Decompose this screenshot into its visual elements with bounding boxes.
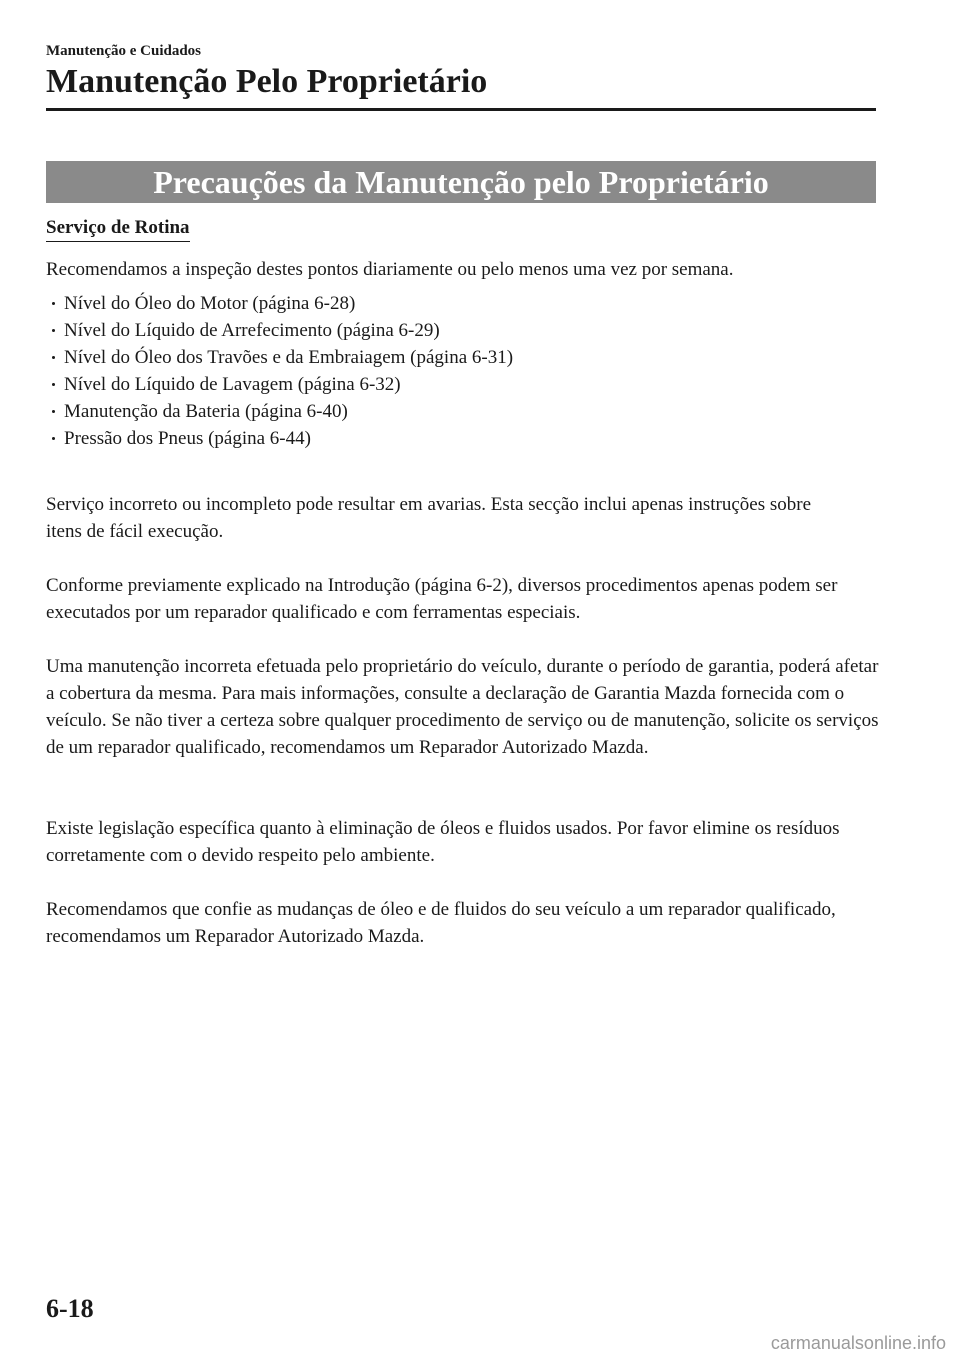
page-number: 6-18 bbox=[46, 1294, 94, 1323]
subheading-routine-service: Serviço de Rotina bbox=[46, 216, 190, 242]
title-divider bbox=[46, 108, 876, 111]
paragraph-incorrect-service: Serviço incorreto ou incompleto pode resultar em avarias. Esta secção inclui apenas instruções sobre itens de fácil execução. bbox=[46, 494, 812, 542]
paragraph-fluid-changes: Recomendamos que confie as mudanças de óleo e de fluidos do seu veículo a um reparador qualificado, recomendamos um Reparador Autorizado Mazda. bbox=[46, 899, 836, 947]
bullet-icon bbox=[52, 410, 55, 413]
chapter-label: Manutenção e Cuidados bbox=[46, 43, 202, 59]
checklist-item: Manutenção da Bateria (página 6-40) bbox=[46, 398, 866, 425]
paragraph-qualified-repairer: Conforme previamente explicado na Introdução (página 6-2), diversos procedimentos apenas podem ser executados por um reparador qualificado e com ferramentas especiais. bbox=[46, 575, 838, 623]
bullet-icon bbox=[52, 329, 55, 332]
bullet-icon bbox=[52, 383, 55, 386]
paragraph-disposal: Existe legislação específica quanto à eliminação de óleos e fluidos usados. Por favor elimine os resíduos corretamente com o devido respeito pelo ambiente. bbox=[46, 818, 840, 866]
checklist-item: Pressão dos Pneus (página 6-44) bbox=[46, 425, 866, 452]
section-banner: Precauções da Manutenção pelo Proprietário bbox=[46, 161, 876, 203]
bullet-icon bbox=[52, 437, 55, 440]
bullet-icon bbox=[52, 302, 55, 305]
inspection-checklist bbox=[46, 290, 866, 452]
checklist-item: Nível do Óleo do Motor (página 6-28) bbox=[46, 290, 866, 317]
checklist-item: Nível do Óleo dos Travões e da Embraiagem (página 6-31) bbox=[46, 344, 866, 371]
paragraph-warranty: Uma manutenção incorreta efetuada pelo proprietário do veículo, durante o período de garantia, poderá afetar a cobertura da mesma. Para mais informações, consulte a declaração de Garantia Mazda fornecida com o veículo. Se não tiver a certeza sobre qualquer procedimento de serviço ou de manutenção, solicite os serviços de um reparador qualificado, recomendamos um Reparador Autorizado Mazda. bbox=[46, 656, 879, 758]
checklist-item: Nível do Líquido de Lavagem (página 6-32) bbox=[46, 371, 866, 398]
page-title: Manutenção Pelo Proprietário bbox=[46, 63, 488, 100]
bullet-icon bbox=[52, 356, 55, 359]
intro-paragraph: Recomendamos a inspeção destes pontos diariamente ou pelo menos uma vez por semana. bbox=[46, 259, 734, 280]
checklist-item: Nível do Líquido de Arrefecimento (página 6-29) bbox=[46, 317, 866, 344]
watermark: carmanualsonline.info bbox=[770, 1333, 946, 1353]
